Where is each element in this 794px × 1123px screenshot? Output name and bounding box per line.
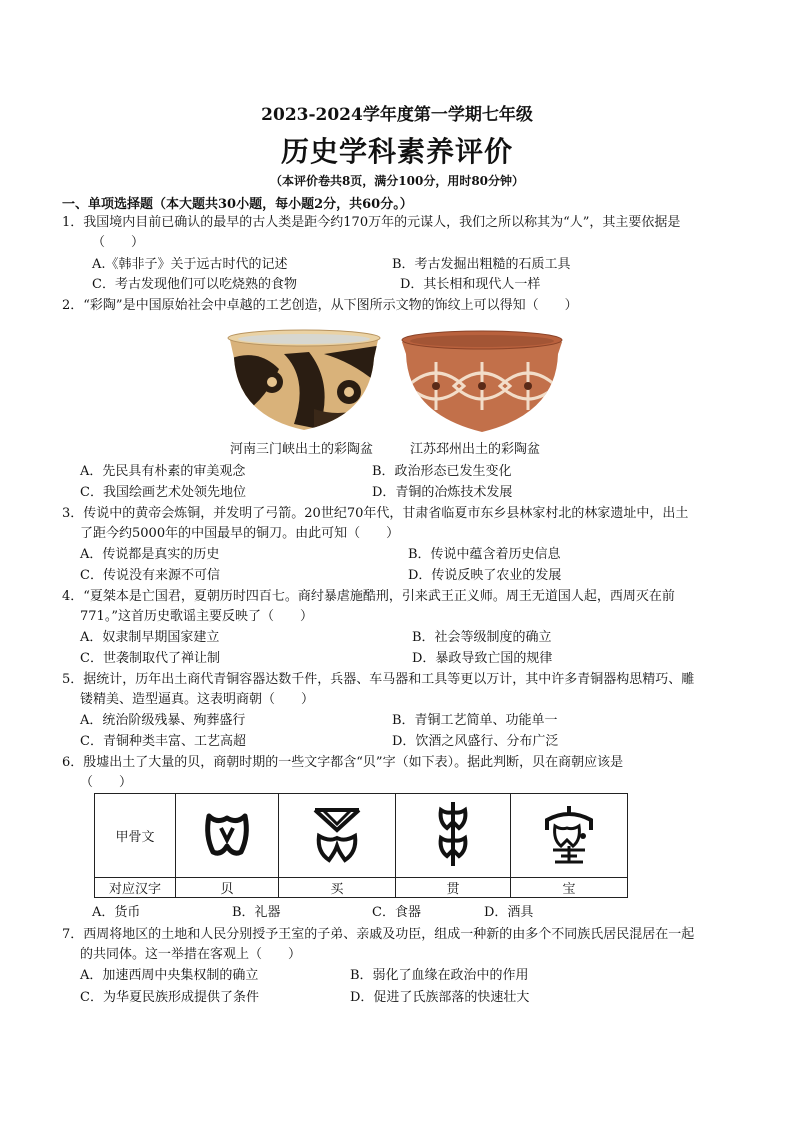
question-2-option-c: C．我国绘画艺术处领先地位: [80, 485, 246, 500]
caption-pizhou: 江苏邳州出土的彩陶盆: [410, 441, 541, 456]
question-5-option-b: B．青铜工艺简单、功能单一: [392, 713, 558, 728]
question-5-option-c: C．青铜种类丰富、工艺高超: [80, 734, 246, 749]
question-6-option-b: B．礼器: [232, 905, 281, 920]
question-1-option-c: C．考古发现他们可以吃烧熟的食物: [92, 277, 297, 292]
question-7-option-c: C．为华夏民族形成提供了条件: [80, 990, 259, 1005]
question-1-option-a: A.《韩非子》关于远古时代的记述: [92, 257, 288, 272]
section-heading: 一、单项选择题（本大题共30小题，每小题2分，共60分。）: [62, 197, 413, 212]
question-5-line-2: 镂精美、造型逼真。这表明商朝（ ）: [80, 692, 315, 707]
question-4-option-b: B．社会等级制度的确立: [412, 630, 552, 645]
question-7-line-1: 7．西周将地区的土地和人民分别授予王室的子弟、亲戚及功臣，组成一种新的由多个不同族氏居民混居在一起: [62, 927, 695, 942]
table-cell-hanzi: 买: [279, 878, 396, 898]
question-5-option-a: A．统治阶级残暴、殉葬盛行: [80, 713, 246, 728]
caption-sanmenxia: 河南三门峡出土的彩陶盆: [230, 441, 374, 456]
question-7-line-2: 的共同体。这一举措在客观上（ ）: [80, 947, 302, 962]
question-3-line-1: 3．传说中的黄帝会炼铜，并发明了弓箭。20世纪70年代，甘肃省临夏市东乡县林家村北的林家遗址中，出土: [62, 506, 689, 521]
table-header-oracle: 甲骨文: [95, 794, 176, 878]
oracle-bei-glyph-image: [197, 806, 257, 862]
question-2-option-a: A．先民具有朴素的审美观念: [80, 464, 246, 479]
question-4-option-c: C．世袭制取代了禅让制: [80, 651, 220, 666]
question-3-option-a: A．传说都是真实的历史: [80, 547, 220, 562]
table-cell-hanzi: 贯: [396, 878, 511, 898]
oracle-glyph-bao: [511, 794, 628, 878]
question-3-option-c: C．传说没有来源不可信: [80, 568, 220, 583]
oracle-mai-glyph-image: [305, 802, 369, 866]
table-header-hanzi: 对应汉字: [95, 878, 176, 898]
table-cell-hanzi: 贝: [176, 878, 279, 898]
question-5-line-1: 5．据统计，历年出土商代青铜容器达数千件，兵器、车马器和工具等更以万计，其中许多青铜器构思精巧、雕: [62, 672, 695, 687]
table-row: [95, 878, 628, 898]
question-4-line-2: 771。”这首历史歌谣主要反映了（ ）: [80, 609, 313, 624]
question-5-option-d: D．饮酒之风盛行、分布广泛: [392, 734, 559, 749]
question-3-line-2: 了距今约5000年的中国最早的铜刀。由此可知（ ）: [80, 526, 400, 541]
question-4-option-a: A．奴隶制早期国家建立: [80, 630, 220, 645]
oracle-guan-glyph-image: [433, 800, 473, 868]
oracle-glyph-guan: [396, 794, 511, 878]
oracle-glyph-mai: [279, 794, 396, 878]
question-3-option-b: B．传说中蕴含着历史信息: [408, 547, 561, 562]
question-7-option-a: A．加速西周中央集权制的确立: [80, 968, 259, 983]
question-1-option-b: B．考古发掘出粗糙的石质工具: [392, 257, 571, 272]
oracle-bone-table: [94, 793, 628, 898]
exam-note: （本评价卷共8页，满分100分，用时80分钟）: [269, 174, 525, 188]
question-1-line-2: （ ）: [92, 235, 145, 250]
question-4-line-1: 4．“夏桀本是亡国君，夏朝历时四百七。商纣暴虐施酷刑，引来武王正义师。周王无道国人起，西周灭在前: [62, 589, 675, 604]
question-1-option-d: D．其长相和现代人一样: [400, 277, 541, 292]
question-6-line-2: （ ）: [80, 775, 133, 790]
question-6-option-a: A．货币: [92, 905, 141, 920]
question-7-option-d: D．促进了氏族部落的快速壮大: [350, 990, 530, 1005]
question-1-line-1: 1．我国境内目前已确认的最早的古人类是距今约170万年的元谋人，我们之所以称其为“人”，其主要依据是: [62, 215, 681, 230]
question-2-option-b: B．政治形态已发生变化: [372, 464, 512, 479]
exam-title-line1: 2023-2024学年度第一学期七年级: [261, 105, 533, 125]
question-6-option-d: D．酒具: [484, 905, 534, 920]
pottery-basin-sanmenxia-image: [224, 324, 384, 434]
table-row: [95, 794, 628, 878]
question-2-option-d: D．青铜的冶炼技术发展: [372, 485, 513, 500]
question-6-option-c: C．食器: [372, 905, 421, 920]
oracle-bao-glyph-image: [539, 802, 599, 866]
question-6-line-1: 6．殷墟出土了大量的贝，商朝时期的一些文字都含“贝”字（如下表）。据此判断，贝在商朝应该是: [62, 755, 624, 770]
table-cell-hanzi: 宝: [511, 878, 628, 898]
question-4-option-d: D．暴政导致亡国的规律: [412, 651, 553, 666]
question-7-option-b: B．弱化了血缘在政治中的作用: [350, 968, 529, 983]
question-2-line-1: 2．“彩陶”是中国原始社会中卓越的工艺创造，从下图所示文物的饰纹上可以得知（ ）: [62, 298, 578, 313]
pottery-basin-pizhou-image: [398, 324, 566, 434]
exam-title-subject: 历史学科素养评价: [280, 135, 513, 168]
oracle-glyph-bei: [176, 794, 279, 878]
question-3-option-d: D．传说反映了农业的发展: [408, 568, 562, 583]
